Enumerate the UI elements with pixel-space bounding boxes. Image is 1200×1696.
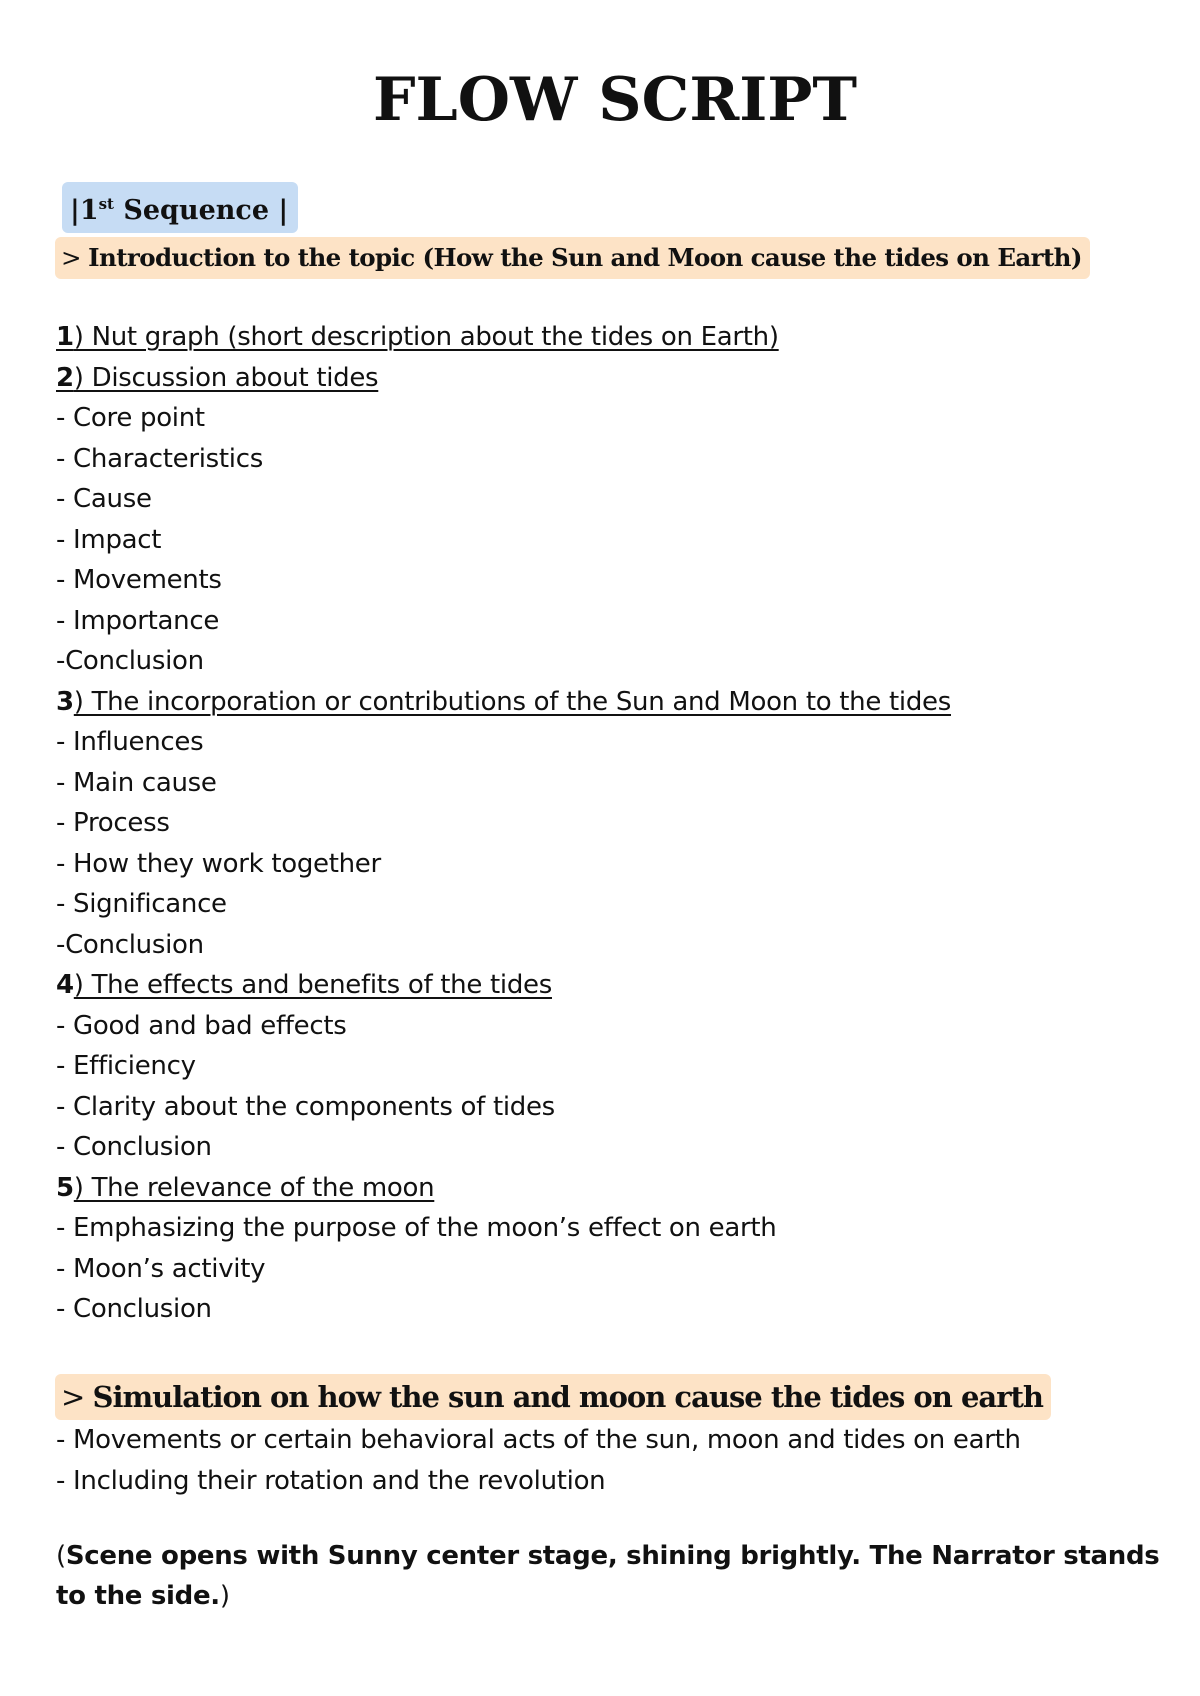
section-number: 5 [56, 1172, 74, 1203]
list-item: - Clarity about the components of tides [56, 1091, 555, 1122]
section-number: 1 [56, 322, 74, 352]
list-item: - Main cause [56, 767, 217, 798]
scene-open-paren: ( [56, 1541, 66, 1571]
simulation-heading-text: Simulation on how the sun and moon cause the tides on earth [92, 1380, 1043, 1414]
intro-heading-text: Introduction to the topic (How the Sun and Moon cause the tides on Earth) [88, 243, 1082, 272]
list-item: - Importance [56, 605, 220, 636]
list-item: - Characteristics [56, 443, 263, 474]
list-item: - Efficiency [56, 1051, 196, 1081]
list-item: - How they work together [56, 848, 381, 879]
intro-heading [55, 237, 1090, 279]
simulation-heading [55, 1374, 1051, 1420]
list-item: - Movements or certain behavioral acts of the sun, moon and tides on earth [56, 1425, 1021, 1455]
section-heading [56, 358, 1156, 399]
list-item: - Core point [56, 403, 205, 433]
list-item: - Impact [56, 524, 162, 555]
section-title: ) The relevance of the moon [73, 1172, 435, 1203]
sequence-prefix: |1 [70, 195, 99, 226]
scene-text: Scene opens with Sunny center stage, shining brightly. The Narrator stands to the side. [56, 1541, 1160, 1611]
sequence-ordinal: st [98, 195, 114, 213]
section-heading [56, 682, 1156, 723]
list-item: -Conclusion [56, 929, 204, 960]
list-item: - Cause [56, 484, 152, 514]
list-item: - Good and bad effects [56, 1010, 347, 1041]
simulation-heading-marker: > [61, 1380, 93, 1414]
scene-close-paren: ) [219, 1581, 230, 1611]
list-item: - Conclusion [56, 1132, 212, 1162]
section-title: ) The effects and benefits of the tides [73, 970, 552, 1000]
list-item: - Moon’s activity [56, 1253, 266, 1284]
list-item: - Significance [56, 889, 227, 919]
outline-list [56, 317, 1156, 1330]
section-heading [56, 965, 1156, 1006]
intro-heading-marker: > [61, 243, 89, 272]
section-number: 3 [56, 686, 74, 717]
simulation-list [56, 1420, 1021, 1501]
scene-direction [56, 1536, 1166, 1616]
sequence-text: Sequence | [113, 195, 289, 226]
list-item: - Process [56, 808, 170, 838]
section-number: 4 [56, 970, 74, 1000]
list-item: - Influences [56, 727, 204, 757]
list-item: - Movements [56, 565, 222, 595]
section-heading [56, 1168, 1156, 1209]
page-title: FLOW SCRIPT [372, 65, 858, 135]
list-item: -Conclusion [56, 646, 204, 676]
section-title: ) The incorporation or contributions of the Sun and Moon to the tides [73, 686, 951, 717]
section-title: ) Nut graph (short description about the tides on Earth) [73, 322, 779, 352]
list-item: - Conclusion [56, 1294, 212, 1324]
list-item: - Including their rotation and the revolution [56, 1465, 606, 1496]
list-item: - Emphasizing the purpose of the moon’s effect on earth [56, 1213, 777, 1243]
section-number: 2 [56, 362, 74, 393]
section-title: ) Discussion about tides [73, 362, 379, 393]
sequence-label [62, 182, 298, 233]
section-heading [56, 317, 1156, 358]
